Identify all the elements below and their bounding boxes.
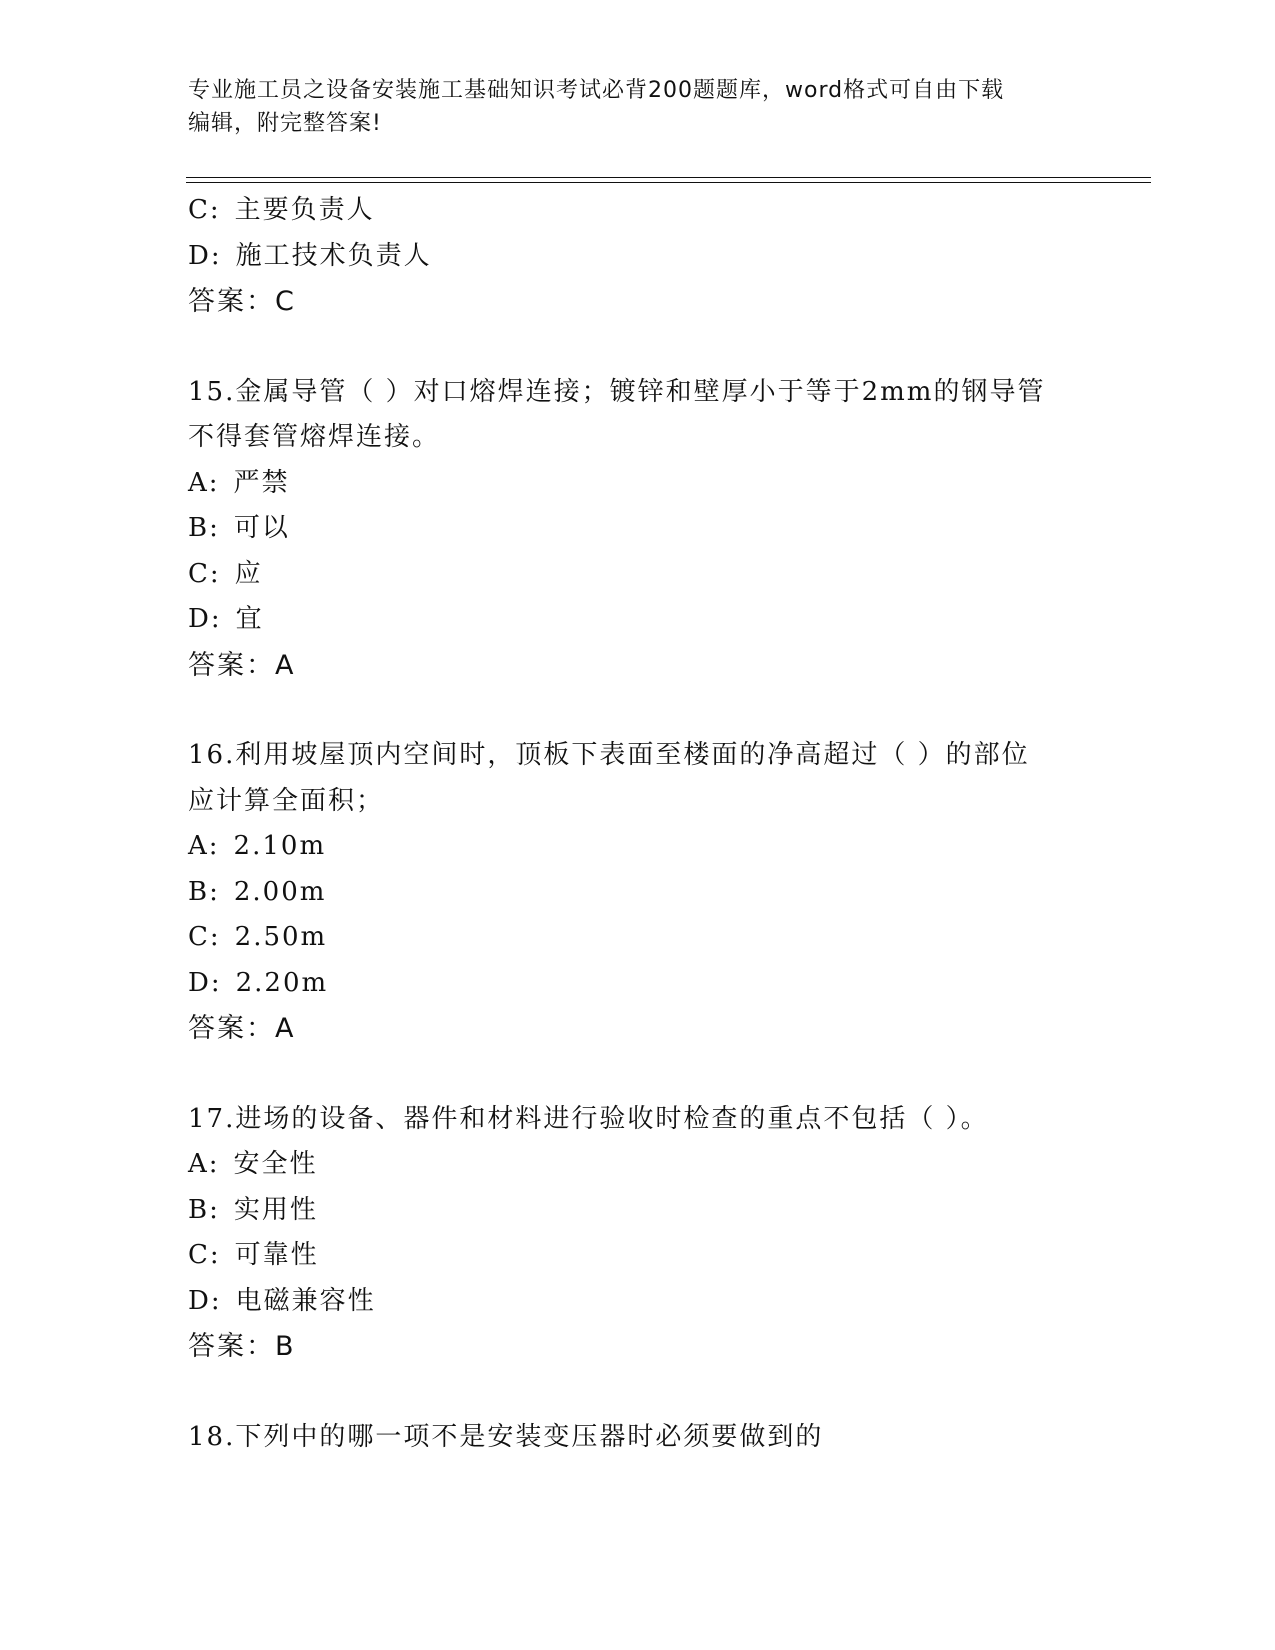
option-letter: B:	[188, 876, 220, 907]
option-b	[188, 506, 1078, 552]
option-text: 可靠性	[234, 1240, 319, 1270]
option-text: 宜	[235, 604, 264, 634]
answer-line: 答案：B	[188, 1331, 296, 1362]
option-text: 施工技术负责人	[235, 240, 432, 271]
option-letter: D:	[188, 1285, 222, 1316]
option-text: 2.10m	[233, 831, 327, 861]
option-text: 实用性	[233, 1194, 318, 1225]
option-b	[188, 1188, 1078, 1234]
question-18	[188, 1415, 1078, 1461]
option-c	[188, 188, 1078, 234]
option-d	[188, 597, 1078, 643]
option-c	[188, 552, 1078, 598]
option-c	[188, 915, 1078, 961]
question-stem-continued: 应计算全面积；	[188, 785, 385, 816]
option-letter: D:	[188, 240, 222, 271]
option-a	[188, 461, 1078, 507]
option-d	[188, 234, 1078, 280]
option-text: 电磁兼容性	[235, 1285, 376, 1316]
option-a	[188, 824, 1078, 870]
answer-line: 答案：A	[188, 649, 296, 681]
option-text: 可以	[233, 513, 290, 543]
option-text: 应	[234, 558, 263, 589]
answer-line: 答案：A	[188, 1013, 296, 1044]
option-letter: C:	[188, 1240, 221, 1270]
option-text: 主要负责人	[234, 195, 375, 225]
question-16	[188, 733, 1078, 1052]
page-header	[188, 74, 1088, 140]
option-text: 2.20m	[235, 967, 329, 998]
option-letter: A:	[188, 467, 220, 498]
option-letter: C:	[188, 922, 221, 952]
option-d	[188, 1279, 1078, 1325]
question-15	[188, 370, 1078, 689]
option-text: 2.00m	[233, 876, 327, 907]
option-text: 安全性	[233, 1149, 318, 1179]
partial-question	[188, 188, 1078, 325]
question-list	[188, 188, 1078, 1460]
question-stem: 18.下列中的哪一项不是安装变压器时必须要做到的	[188, 1421, 824, 1452]
option-letter: D:	[188, 604, 222, 634]
option-letter: A:	[188, 1149, 220, 1179]
option-a	[188, 1142, 1078, 1188]
option-text: 2.50m	[234, 922, 328, 952]
option-d	[188, 961, 1078, 1007]
question-stem-continued: 不得套管熔焊连接。	[188, 422, 441, 452]
question-stem: 17.进场的设备、器件和材料进行验收时检查的重点不包括（ ）。	[188, 1103, 989, 1134]
option-letter: B:	[188, 1194, 220, 1225]
answer-line: 答案：C	[188, 286, 296, 317]
header-title-line2: 编辑，附完整答案!	[188, 111, 382, 136]
option-c	[188, 1233, 1078, 1279]
option-letter: A:	[188, 831, 220, 861]
option-text: 严禁	[233, 467, 290, 498]
header-rule-top	[186, 177, 1151, 178]
header-title-line1: 专业施工员之设备安装施工基础知识考试必背200题题库，word格式可自由下载	[188, 78, 1005, 103]
option-letter: B:	[188, 513, 220, 543]
question-stem: 16.利用坡屋顶内空间时，顶板下表面至楼面的净高超过（ ）的部位	[188, 740, 1030, 770]
option-letter: D:	[188, 967, 222, 998]
option-b	[188, 870, 1078, 916]
header-rule-bottom	[186, 182, 1151, 183]
option-letter: C:	[188, 558, 221, 589]
question-stem: 15.金属导管（ ）对口熔焊连接；镀锌和壁厚小于等于2mm的钢导管	[188, 376, 1046, 407]
option-letter: C:	[188, 195, 221, 225]
question-17	[188, 1097, 1078, 1370]
